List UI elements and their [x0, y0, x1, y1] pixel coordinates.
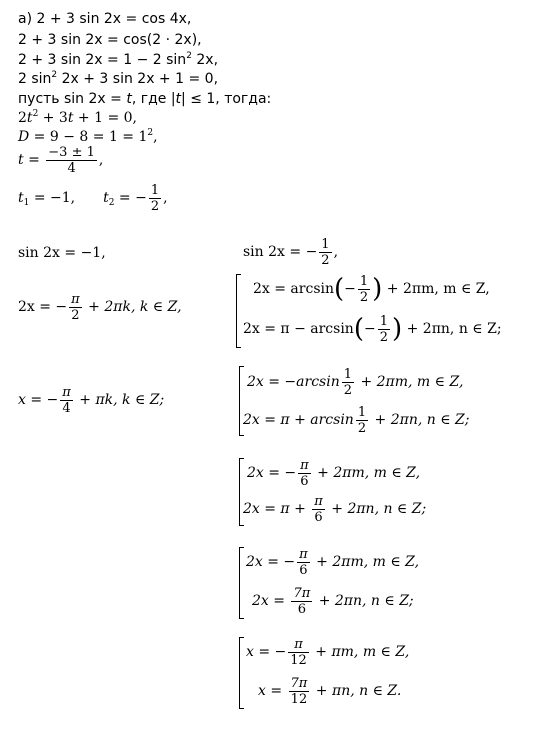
subscript: 2 — [108, 198, 115, 208]
var-t: t — [18, 190, 24, 206]
system-3-line-1 — [247, 455, 420, 491]
equation-line-3 — [18, 52, 218, 68]
text: 2 — [18, 110, 27, 126]
fraction — [297, 547, 310, 578]
numerator: π — [314, 493, 323, 509]
text: 2x = — [252, 593, 290, 609]
paren-close: ) — [392, 314, 403, 344]
equation-line-8 — [18, 142, 103, 178]
denominator: 2 — [150, 198, 160, 214]
denominator: 2 — [321, 252, 330, 268]
exponent: 2 — [51, 70, 58, 80]
left-equation-2 — [18, 289, 182, 325]
numerator: 7π — [290, 675, 308, 691]
system-2-line-2 — [243, 402, 470, 438]
text: + 1 = 0, — [73, 110, 138, 126]
text: sin 2x = −1, — [18, 245, 106, 261]
text: + 2πn, n ∈ Z; — [402, 321, 502, 337]
text: 2x = − — [246, 554, 296, 570]
system-2-line-1 — [247, 364, 463, 400]
text: − — [344, 281, 356, 297]
text: 2 sin — [18, 71, 52, 87]
text: а) 2 + 3 sin 2x = cos 4x, — [18, 11, 192, 27]
system-3-line-2 — [243, 491, 426, 527]
var-t: t — [18, 152, 24, 168]
text: + πm, m ∈ Z, — [310, 644, 410, 660]
denominator: 12 — [290, 652, 307, 668]
text: 2 + 3 sin 2x = 1 − 2 sin — [18, 52, 187, 68]
fraction — [319, 237, 331, 268]
text: + 2πm, m ∈ Z, — [311, 554, 420, 570]
system-1-line-1 — [253, 271, 490, 307]
equation-line-6 — [18, 110, 137, 126]
fraction — [288, 637, 309, 668]
text: , — [163, 190, 168, 206]
system-bracket — [239, 637, 244, 709]
equation-line-2 — [18, 32, 202, 48]
equation-line-9 — [18, 181, 168, 215]
text: 2x = −arcsin — [247, 374, 340, 390]
var-t: t — [126, 91, 132, 107]
denominator: 2 — [357, 420, 367, 436]
denominator: 4 — [67, 160, 76, 176]
denominator: 2 — [359, 289, 369, 305]
text: + 3 — [38, 110, 68, 126]
numerator: 1 — [343, 366, 353, 382]
equation-line-1 — [18, 11, 191, 27]
equation-line-5 — [18, 91, 271, 107]
paren-open: ( — [334, 274, 345, 304]
subscript: 1 — [23, 198, 30, 208]
text: + 2πm, m ∈ Z, — [382, 281, 490, 297]
text: x = — [258, 683, 287, 699]
text: 2x, — [191, 52, 219, 68]
denominator: 2 — [71, 307, 80, 323]
right-equation-0 — [243, 234, 338, 270]
text: = −1, — [29, 190, 76, 206]
fraction — [291, 586, 312, 617]
var-t: t — [67, 110, 74, 126]
text: | ≤ 1, тогда: — [181, 91, 272, 107]
text: + 2πn, n ∈ Z; — [314, 593, 414, 609]
text: , где | — [131, 91, 176, 107]
numerator: 1 — [321, 236, 330, 252]
fraction — [342, 367, 354, 398]
var-t: t — [175, 91, 182, 107]
numerator: 1 — [150, 182, 160, 198]
text: 2x = π − arcsin — [243, 321, 354, 337]
numerator: 1 — [359, 273, 369, 289]
text: , — [98, 152, 104, 168]
system-1-line-2 — [243, 311, 502, 347]
text: 2x = − — [18, 299, 68, 315]
text: 2x = − — [247, 465, 297, 481]
fraction — [46, 145, 97, 176]
left-equation-3 — [18, 382, 164, 418]
equation-line-4 — [18, 71, 218, 87]
numerator: 7π — [293, 585, 311, 601]
denominator: 2 — [379, 329, 388, 345]
left-equation-1 — [18, 245, 106, 261]
system-bracket — [236, 274, 241, 348]
text: + 2πm, m ∈ Z, — [312, 465, 421, 481]
text: , — [333, 244, 339, 260]
text: + 2πn, n ∈ Z; — [370, 412, 470, 428]
var-D: D — [18, 129, 30, 145]
text: + 2πm, m ∈ Z, — [356, 374, 464, 390]
numerator: π — [71, 291, 80, 307]
fraction — [60, 385, 73, 416]
paren-open: ( — [353, 314, 364, 344]
numerator: 1 — [357, 404, 367, 420]
system-4-line-1 — [246, 544, 419, 580]
denominator: 6 — [314, 509, 323, 525]
denominator: 2 — [343, 382, 353, 398]
numerator: π — [288, 637, 309, 653]
var-t: t — [26, 110, 33, 126]
text: = 9 − 8 = 1 = 1 — [29, 129, 148, 145]
exponent: 2 — [147, 128, 154, 138]
text: 2x = π + — [243, 501, 311, 517]
exponent: 2 — [186, 51, 192, 61]
fraction — [298, 458, 311, 489]
text: − — [363, 321, 376, 337]
fraction — [149, 183, 161, 214]
text: = — [23, 152, 45, 168]
denominator: 6 — [297, 601, 306, 617]
fraction — [358, 274, 370, 305]
fraction — [69, 292, 82, 323]
var-t: t — [103, 190, 109, 206]
fraction — [312, 494, 325, 525]
numerator: π — [62, 384, 71, 400]
text: 2x = π + arcsin — [243, 412, 354, 428]
text: = − — [114, 190, 147, 206]
numerator: 1 — [379, 313, 388, 329]
system-5-line-1 — [246, 634, 409, 670]
exponent: 2 — [32, 109, 39, 119]
numerator: −3 ± 1 — [48, 144, 95, 160]
paren-close: ) — [372, 274, 383, 304]
fraction — [378, 314, 390, 345]
text: x = − — [246, 644, 287, 660]
system-bracket — [239, 547, 244, 619]
fraction — [289, 676, 310, 707]
text: + 2πn, n ∈ Z; — [326, 501, 427, 517]
denominator: 6 — [299, 562, 308, 578]
fraction — [356, 405, 368, 436]
text: 2x + 3 sin 2x + 1 = 0, — [57, 71, 219, 87]
denominator: 12 — [290, 691, 308, 707]
text: + πk, k ∈ Z; — [74, 392, 165, 408]
text: + πn, n ∈ Z. — [311, 683, 402, 699]
numerator: π — [299, 546, 308, 562]
text: + 2πk, k ∈ Z, — [83, 299, 182, 315]
text: 2 + 3 sin 2x = cos(2 · 2x), — [18, 32, 202, 48]
text: x = − — [18, 392, 59, 408]
text: пусть sin 2x = — [18, 91, 127, 107]
system-5-line-2 — [258, 673, 401, 709]
numerator: π — [300, 457, 309, 473]
denominator: 4 — [62, 400, 71, 416]
system-4-line-2 — [252, 583, 414, 619]
text: , — [153, 129, 158, 145]
text: 2x = arcsin — [253, 281, 334, 297]
text: sin 2x = − — [243, 244, 318, 260]
denominator: 6 — [300, 473, 309, 489]
